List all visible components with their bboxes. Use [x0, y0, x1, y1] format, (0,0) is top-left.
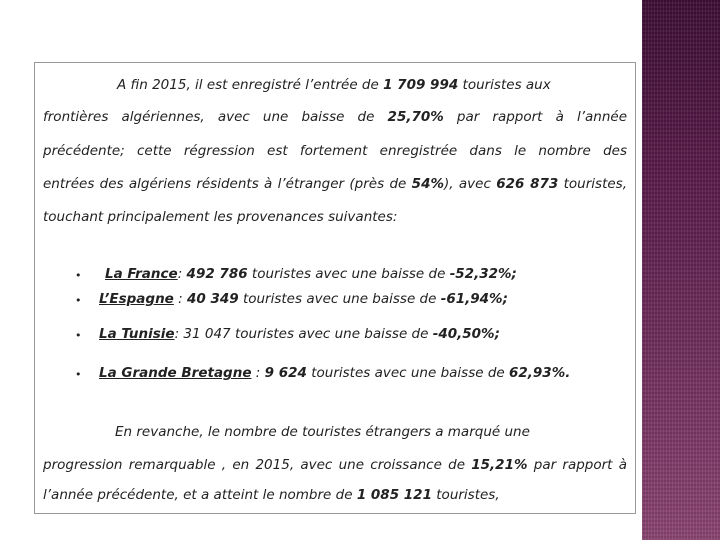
country-name: La France [105, 266, 178, 282]
decline-percent: -52,32%; [449, 266, 517, 282]
text: : [251, 365, 265, 381]
text: touchant principalement les provenances suivantes: [43, 209, 398, 225]
decline-percent: 25,70% [387, 109, 444, 125]
text: touristes avec une baisse de [306, 365, 509, 381]
tourist-count: 31 047 [183, 326, 231, 342]
text: A fin 2015, il est enregistré l’entrée de [117, 77, 384, 93]
text: par rapport à l’année [443, 109, 628, 125]
p1-line2 [43, 109, 627, 125]
text: touristes avec une baisse de [230, 326, 433, 342]
text: progression remarquable , en 2015, avec une croissance de [43, 457, 472, 473]
tourist-count: 40 349 [186, 291, 239, 307]
text: : [177, 266, 187, 282]
p1-line1 [117, 77, 551, 93]
bullet-item-france [105, 266, 517, 282]
text: entrées des algériens résidents à l’étranger (près de [43, 176, 412, 192]
country-name: La Tunisie [99, 326, 175, 342]
decorative-sidebar [642, 0, 720, 540]
text: touristes avec une baisse de [247, 266, 450, 282]
text: En revanche, le nombre de touristes étrangers a marqué une [115, 424, 530, 440]
text: touristes, [558, 176, 627, 192]
tourist-count: 492 786 [186, 266, 248, 282]
text: ), avec [444, 176, 497, 192]
bullet-icon: • [75, 294, 82, 307]
text: : [174, 326, 184, 342]
text: frontières algériennes, avec une baisse de [43, 109, 388, 125]
text: : [173, 291, 187, 307]
total-arrivals: 1 709 994 [383, 77, 459, 93]
bullet-item-spain [99, 291, 508, 307]
foreign-tourist-count: 1 085 121 [356, 487, 432, 503]
bullet-icon: • [75, 269, 82, 282]
text: touristes, [431, 487, 500, 503]
resident-count: 626 873 [496, 176, 559, 192]
text: touristes avec une baisse de [238, 291, 441, 307]
p2-line1 [115, 424, 530, 440]
country-name: La Grande Bretagne [99, 365, 252, 381]
text: l’année précédente, et a atteint le nombre de [43, 487, 357, 503]
bullet-item-great-britain [99, 365, 570, 381]
p2-line3 [43, 487, 500, 503]
bullet-icon: • [75, 368, 82, 381]
tourist-count: 9 624 [264, 365, 307, 381]
growth-percent: 15,21% [471, 457, 528, 473]
p1-line3 [43, 143, 627, 159]
text-panel [34, 62, 636, 514]
decline-percent: 62,93%. [509, 365, 571, 381]
country-name: L’Espagne [99, 291, 174, 307]
bullet-item-tunisia [99, 326, 500, 342]
decline-percent: -40,50%; [432, 326, 500, 342]
bullet-icon: • [75, 329, 82, 342]
p2-line2 [43, 457, 627, 473]
text: par rapport à [527, 457, 627, 473]
text: précédente; cette régression est fortement enregistrée dans le nombre des [43, 143, 627, 159]
resident-share: 54% [411, 176, 444, 192]
text: touristes aux [458, 77, 551, 93]
p1-line5 [43, 209, 397, 225]
p1-line4 [43, 176, 627, 192]
decline-percent: -61,94%; [440, 291, 508, 307]
